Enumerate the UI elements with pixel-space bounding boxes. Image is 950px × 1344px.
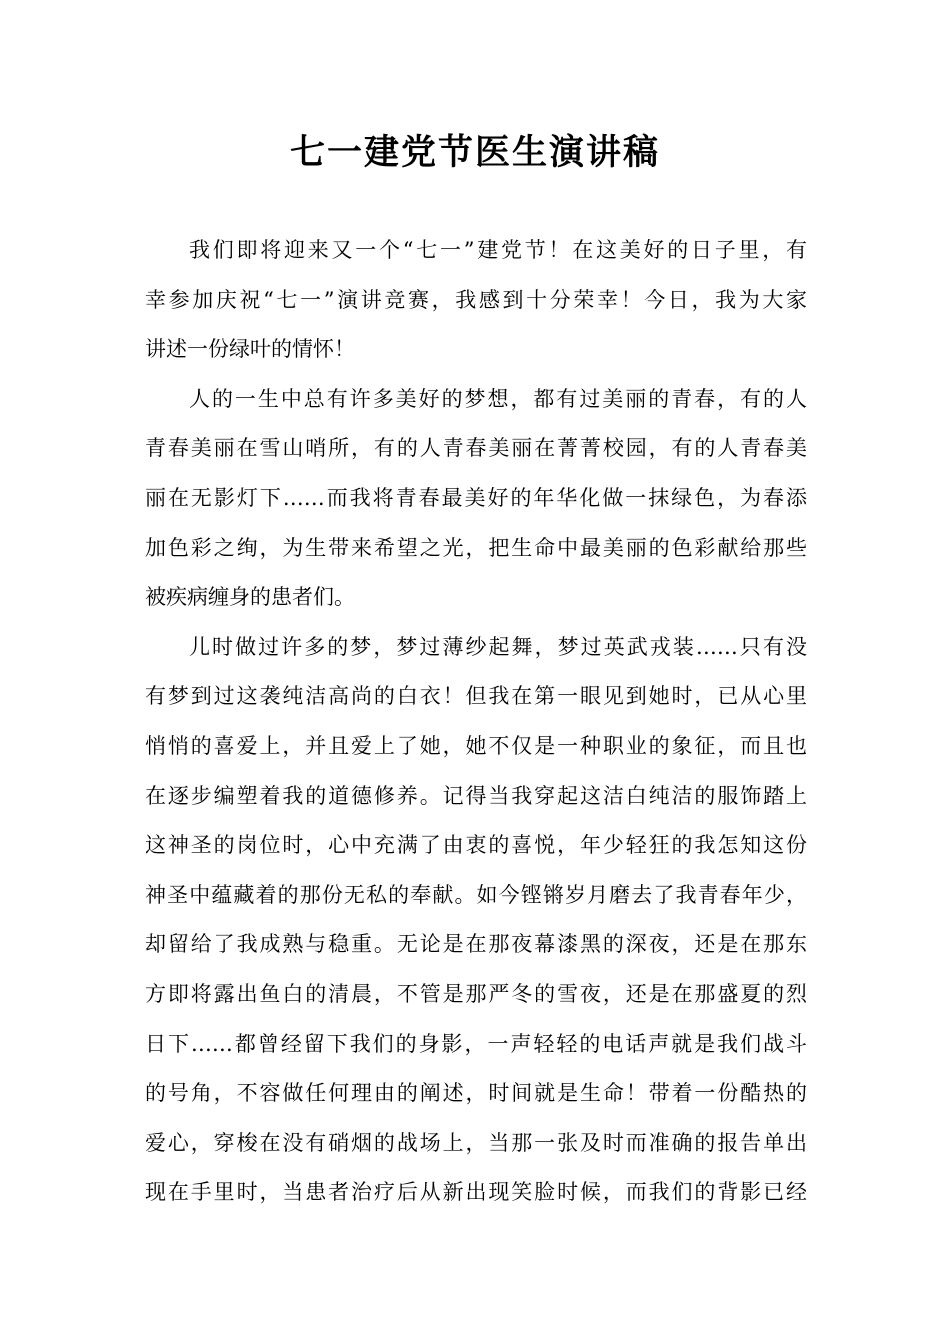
paragraph-line: 加色彩之绚，为生带来希望之光，把生命中最美丽的色彩献给那些 [145,535,807,560]
paragraph-line: 有梦到过这袭纯洁高尚的白衣！但我在第一眼见到她时，已从心里 [145,684,807,709]
paragraph-line: 爱心，穿梭在没有硝烟的战场上，当那一张及时而准确的报告单出 [145,1130,807,1155]
paragraph-line: 青春美丽在雪山哨所，有的人青春美丽在菁菁校园，有的人青春美 [145,436,807,461]
paragraph-line: 丽在无影灯下……而我将青春最美好的年华化做一抹绿色，为春添 [145,485,807,510]
paragraph-line: 方即将露出鱼白的清晨，不管是那严冬的雪夜，还是在那盛夏的烈 [145,981,807,1006]
paragraph-line: 却留给了我成熟与稳重。无论是在那夜幕漆黑的深夜，还是在那东 [145,932,807,957]
paragraph-line: 悄悄的喜爱上，并且爱上了她，她不仅是一种职业的象征，而且也 [145,733,807,758]
paragraph-line: 神圣中蕴藏着的那份无私的奉献。如今铿锵岁月磨去了我青春年少， [145,882,807,907]
paragraph-line: 人的一生中总有许多美好的梦想，都有过美丽的青春，有的人 [189,386,807,411]
paragraph-line: 被疾病缠身的患者们。 [145,585,355,610]
paragraph-line: 儿时做过许多的梦，梦过薄纱起舞，梦过英武戎装……只有没 [189,634,807,659]
paragraph-line: 这神圣的岗位时，心中充满了由衷的喜悦，年少轻狂的我怎知这份 [145,833,807,858]
document-body [145,226,807,1218]
paragraph-2 [145,375,807,623]
paragraph-1 [145,226,807,375]
paragraph-line: 幸参加庆祝“七一”演讲竞赛，我感到十分荣幸！今日，我为大家 [145,287,807,312]
document-title: 七一建党节医生演讲稿 [289,133,660,173]
paragraph-line: 在逐步编塑着我的道德修养。记得当我穿起这洁白纯洁的服饰踏上 [145,783,807,808]
paragraph-line: 讲述一份绿叶的情怀！ [145,337,355,362]
paragraph-line: 的号角，不容做任何理由的阐述，时间就是生命！带着一份酷热的 [145,1081,807,1106]
paragraph-3 [145,623,807,1218]
paragraph-line: 现在手里时，当患者治疗后从新出现笑脸时候，而我们的背影已经 [145,1180,807,1205]
paragraph-line: 我们即将迎来又一个“七一”建党节！在这美好的日子里，有 [189,238,807,262]
paragraph-line: 日下……都曾经留下我们的身影，一声轻轻的电话声就是我们战斗 [145,1031,807,1056]
